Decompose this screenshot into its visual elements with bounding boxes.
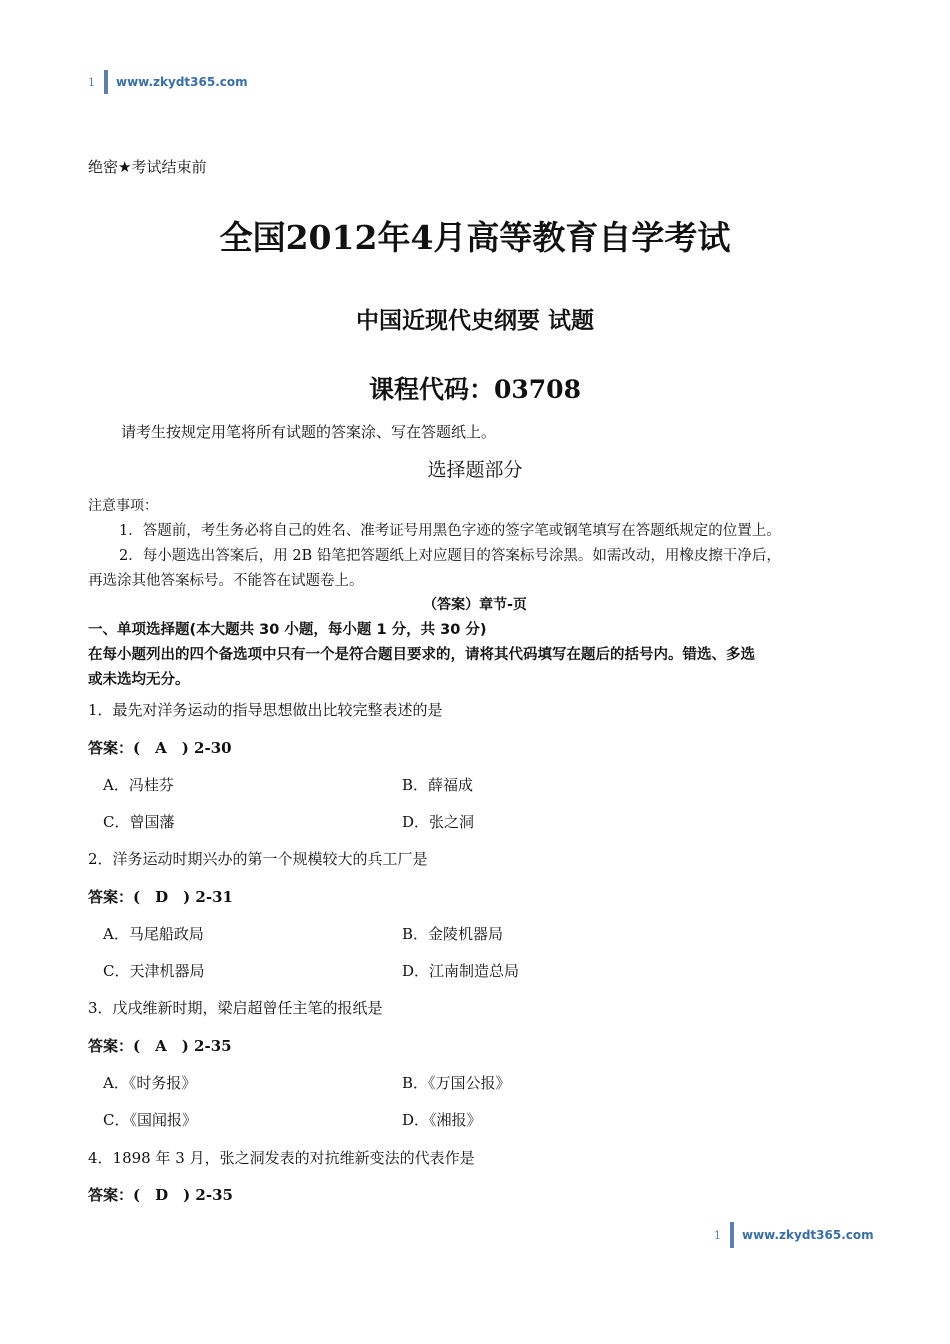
- notes-heading: 注意事项：: [88, 498, 158, 514]
- question-1-option-c: C．曾国藩: [103, 813, 175, 831]
- question-2-option-c: C．天津机器局: [103, 962, 205, 980]
- question-4-stem: 4．1898 年 3 月，张之洞发表的对抗维新变法的代表作是: [88, 1149, 475, 1167]
- question-1-option-a: A．冯桂芬: [103, 776, 174, 794]
- question-3-option-c: C．《国闻报》: [103, 1111, 197, 1129]
- question-2-answer: 答案：( D ) 2-31: [88, 888, 233, 906]
- question-2-option-b: B．金陵机器局: [402, 925, 504, 943]
- confidential-label: 绝密★考试结束前: [88, 158, 207, 176]
- footer-page-number: 1: [714, 1228, 721, 1242]
- note-1: 1．答题前，考生务必将自己的姓名、准考证号用黑色字迹的签字笔或钢笔填写在答题纸规定的位置上。: [119, 523, 781, 539]
- course-code: 课程代码：03708: [369, 375, 581, 404]
- question-4-answer: 答案：( D ) 2-35: [88, 1186, 233, 1204]
- exam-title: 全国2012年4月高等教育自学考试: [219, 218, 731, 257]
- exam-subtitle: 中国近现代史纲要 试题: [355, 308, 594, 334]
- header-url: www.zkydt365.com: [116, 75, 248, 89]
- part1-desc-line2: 或未选均无分。: [88, 672, 190, 688]
- question-1-option-b: B．薛福成: [402, 776, 474, 794]
- question-1-answer: 答案：( A ) 2-30: [88, 739, 232, 757]
- note-2-cont: 再选涂其他答案标号。不能答在试题卷上。: [88, 573, 364, 589]
- footer-divider: [730, 1222, 734, 1248]
- instruction-text: 请考生按规定用笔将所有试题的答案涂、写在答题纸上。: [121, 423, 497, 441]
- part1-desc-line1: 在每小题列出的四个备选项中只有一个是符合题目要求的，请将其代码填写在题后的括号内。错选、多选: [88, 647, 755, 663]
- page-footer: [714, 1222, 874, 1248]
- question-2-stem: 2．洋务运动时期兴办的第一个规模较大的兵工厂是: [88, 850, 428, 868]
- question-1-option-d: D．张之洞: [402, 813, 475, 831]
- page-header: [88, 70, 248, 94]
- question-3-option-d: D．《湘报》: [402, 1111, 482, 1129]
- note-2: 2．每小题选出答案后，用 2B 铅笔把答题纸上对应题目的答案标号涂黑。如需改动，用橡皮擦干净后，: [119, 548, 781, 564]
- question-3-option-b: B．《万国公报》: [402, 1074, 511, 1092]
- question-3-option-a: A．《时务报》: [103, 1074, 197, 1092]
- question-3-answer: 答案：( A ) 2-35: [88, 1037, 232, 1055]
- question-3-stem: 3．戊戌维新时期，梁启超曾任主笔的报纸是: [88, 999, 383, 1017]
- header-page-number: 1: [88, 75, 95, 89]
- part1-heading: 一、单项选择题(本大题共 30 小题，每小题 1 分，共 30 分): [88, 622, 487, 638]
- question-1-stem: 1．最先对洋务运动的指导思想做出比较完整表述的是: [88, 701, 443, 719]
- header-divider: [104, 70, 108, 94]
- question-2-option-d: D．江南制造总局: [402, 962, 520, 980]
- answer-key-note: （答案）章节-页: [423, 597, 527, 613]
- question-2-option-a: A．马尾船政局: [103, 925, 204, 943]
- section-title: 选择题部分: [427, 459, 523, 481]
- footer-url: www.zkydt365.com: [742, 1228, 874, 1242]
